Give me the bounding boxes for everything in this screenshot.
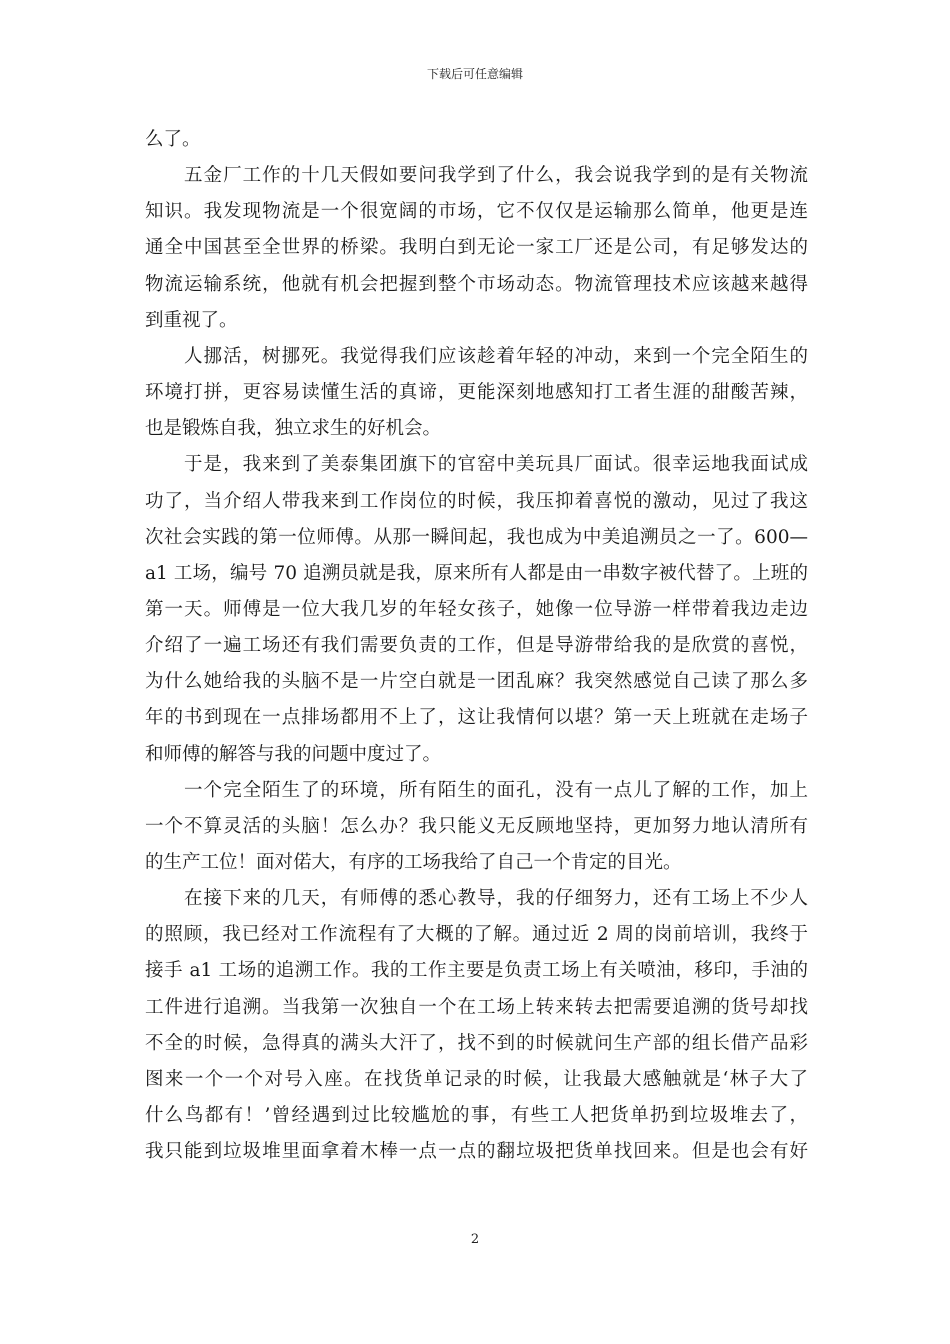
text-line: 一个完全陌生了的环境，所有陌生的面孔，没有一点儿了解的工作，加上 [184, 779, 808, 801]
text-line: 五金厂工作的十几天假如要问我学到了什么，我会说我学到的是有关物流 [184, 165, 808, 187]
text-line: 于是，我来到了美泰集团旗下的官窑中美玩具厂面试。很幸运地我面试成 [184, 454, 808, 476]
text-line: 一个不算灵活的头脑！怎么办？我只能义无反顾地坚持，更加努力地认清所有 [145, 815, 808, 837]
page-number: 2 [470, 1232, 480, 1247]
text-line: 人挪活，树挪死。我觉得我们应该趁着年轻的冲动，来到一个完全陌生的 [184, 345, 808, 367]
text-line: 通全中国甚至全世界的桥梁。我明白到无论一家工厂还是公司，有足够发达的 [145, 237, 808, 259]
text-line: 不全的时候，急得真的满头大汗了，找不到的时候就问生产部的组长借产品彩 [145, 1032, 808, 1054]
text-line: 到重视了。 [145, 309, 238, 331]
text-line: 次社会实践的第一位师傅。从那一瞬间起，我也成为中美追溯员之一了。600— [145, 526, 808, 548]
text-line: 功了，当介绍人带我来到工作岗位的时候，我压抑着喜悦的激动，见过了我这 [145, 490, 808, 512]
text-line: 物流运输系统，他就有机会把握到整个市场动态。物流管理技术应该越来越得 [145, 273, 808, 295]
text-line: 么了。 [145, 129, 201, 150]
text-line: 的照顾，我已经对工作流程有了大概的了解。通过近 2 周的岗前培训，我终于 [145, 924, 808, 946]
text-line: 图来一个一个对号入座。在找货单记录的时候，让我最大感触就是‘林子大了 [145, 1068, 808, 1090]
text-line: 第一天。师傅是一位大我几岁的年轻女孩子，她像一位导游一样带着我边走边 [145, 599, 808, 620]
text-line: 的生产工位！面对偌大，有序的工场我给了自己一个肯定的目光。 [145, 852, 682, 873]
page-header: 下载后可任意编辑 [426, 67, 523, 81]
text-line: 接手 a1 工场的追溯工作。我的工作主要是负责工场上有关喷油，移印，手油的 [145, 960, 808, 982]
text-line: 年的书到现在一点排场都用不上了，这让我情何以堪？第一天上班就在走场子 [145, 707, 808, 729]
text-line: 为什么她给我的头脑不是一片空白就是一团乱麻？我突然感觉自己读了那么多 [145, 671, 808, 693]
text-line: 工件进行追溯。当我第一次独自一个在工场上转来转去把需要追溯的货号却找 [145, 996, 808, 1018]
text-line: 什么鸟都有！’曾经遇到过比较尴尬的事，有些工人把货单扔到垃圾堆去了， [145, 1105, 808, 1126]
text-line: 在接下来的几天，有师傅的悉心教导，我的仔细努力，还有工场上不少人 [184, 888, 808, 910]
text-line: 知识。我发现物流是一个很宽阔的市场，它不仅仅是运输那么简单，他更是连 [145, 201, 808, 223]
text-line: 也是锻炼自我，独立求生的好机会。 [145, 418, 442, 440]
text-line: 我只能到垃圾堆里面拿着木棒一点一点的翻垃圾把货单找回来。但是也会有好 [145, 1141, 808, 1163]
text-line: 介绍了一遍工场还有我们需要负责的工作，但是导游带给我的是欣赏的喜悦， [145, 635, 808, 657]
text-line: a1 工场，编号 70 追溯员就是我，原来所有人都是由一串数字被代替了。上班的 [145, 562, 808, 584]
text-line: 环境打拼，更容易读懂生活的真谛，更能深刻地感知打工者生涯的甜酸苦辣， [145, 382, 808, 403]
text-line: 和师傅的解答与我的问题中度过了。 [145, 743, 442, 765]
